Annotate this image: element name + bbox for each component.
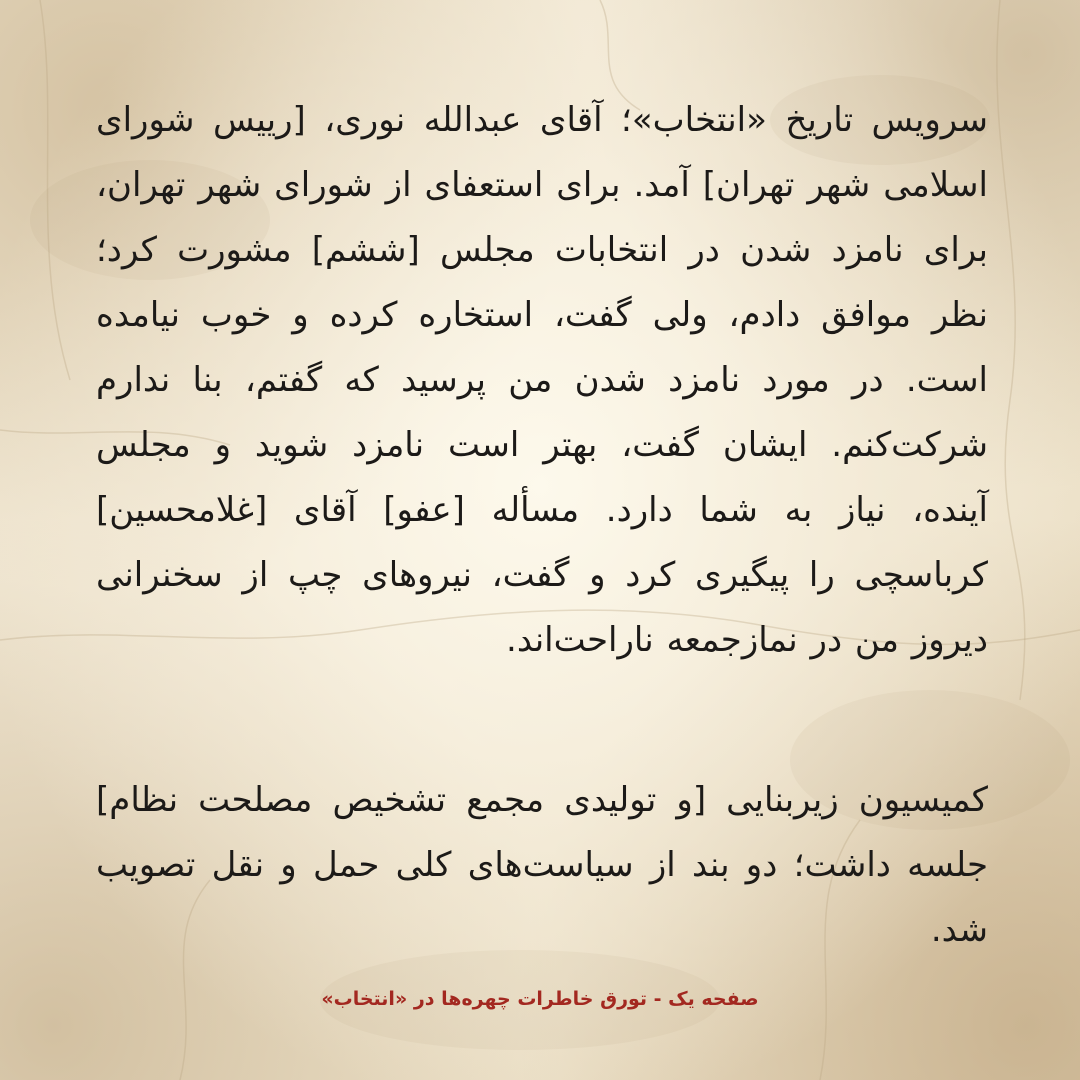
body-paragraph-1: سرویس تاریخ «انتخاب»؛ آقای عبدالله نوری، [رییس شورای اسلامی شهر تهران] آمد. برای استعفای از شورای شهر تهران، برای نامزد شدن در انتخابات مجلس [ششم] مشورت کرد؛ نظر موافق دادم، ولی گفت، استخاره کرده و خوب نیامده است. در مورد نامزد شدن من پرسید که گفتم، بنا ندارم شرکت‌کنم. ایشان گفت، بهتر است نامزد شوید و مجلس آینده، نیاز به شما دارد. مسأله [عفو] آقای [غلامحسین] کرباسچی را پیگیری کرد و گفت، نیروهای چپ از سخنرانی دیروز من در نمازجمعه ناراحت‌اند. [96,100,988,660]
body-paragraph-2: کمیسیون زیربنایی [و تولیدی مجمع تشخیص مصلحت نظام] جلسه داشت؛ دو بند از سیاست‌های کلی حمل و نقل تصویب شد. [96,780,988,950]
page-caption: صفحه یک - تورق خاطرات چهره‌ها در «انتخاب» [321,988,759,1010]
